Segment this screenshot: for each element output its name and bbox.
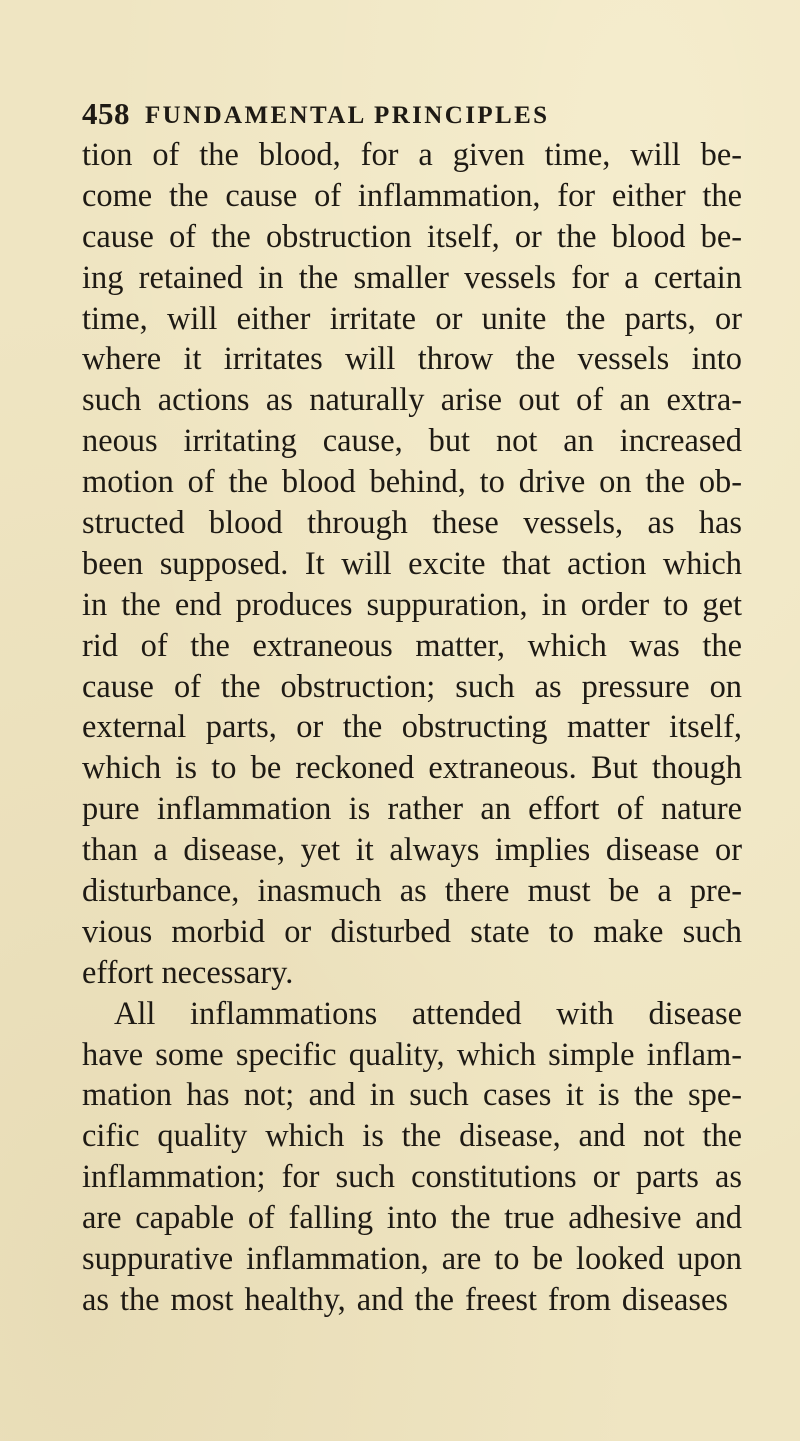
text-line: vious morbid or disturbed state to make such [82, 913, 742, 950]
text-line: effort necessary. [82, 954, 294, 991]
text-line: neous irritating cause, but not an increased [82, 423, 742, 460]
text-line: ing retained in the smaller vessels for a certain [82, 259, 742, 296]
text-line: structed blood through these vessels, as has [82, 505, 742, 542]
text-line: motion of the blood behind, to drive on the ob- [82, 464, 742, 501]
text-line: come the cause of inflammation, for either the [82, 177, 742, 214]
text-line: disturbance, inasmuch as there must be a pre- [82, 873, 742, 910]
text-line: inflammation; for such constitutions or parts as [82, 1159, 742, 1196]
text-line: in the end produces suppuration, in order to get [82, 586, 742, 623]
text-line: than a disease, yet it always implies disease or [82, 832, 742, 869]
text-line: as the most healthy, and the freest from diseases [82, 1281, 728, 1318]
text-line: suppurative inflammation, are to be looked upon [82, 1241, 742, 1278]
text-line: such actions as naturally arise out of an extra- [82, 382, 742, 419]
text-line: All inflammations attended with disease [114, 995, 742, 1032]
text-line: have some specific quality, which simple inflam- [82, 1036, 742, 1073]
text-line: are capable of falling into the true adhesive and [82, 1200, 742, 1237]
text-line: mation has not; and in such cases it is the spe- [82, 1077, 742, 1114]
text-line: cific quality which is the disease, and not the [82, 1118, 742, 1155]
text-line: rid of the extraneous matter, which was the [82, 627, 742, 664]
text-line: tion of the blood, for a given time, will be- [82, 137, 742, 173]
text-line: where it irritates will throw the vessels into [82, 341, 742, 378]
text-line: been supposed. It will excite that action which [82, 545, 742, 582]
text-line: cause of the obstruction; such as pressure on [82, 668, 742, 705]
text-line: which is to be reckoned extraneous. But though [82, 750, 742, 787]
body-text [82, 135, 742, 1321]
page-number: 458 [82, 96, 130, 131]
text-line: external parts, or the obstructing matter itself, [82, 709, 742, 746]
text-line: cause of the obstruction itself, or the blood be- [82, 218, 742, 255]
text-line: time, will either irritate or unite the parts, or [82, 300, 742, 337]
running-title: FUNDAMENTAL PRINCIPLES [145, 102, 550, 129]
running-head [0, 94, 800, 134]
text-line: pure inflammation is rather an effort of nature [82, 791, 742, 828]
